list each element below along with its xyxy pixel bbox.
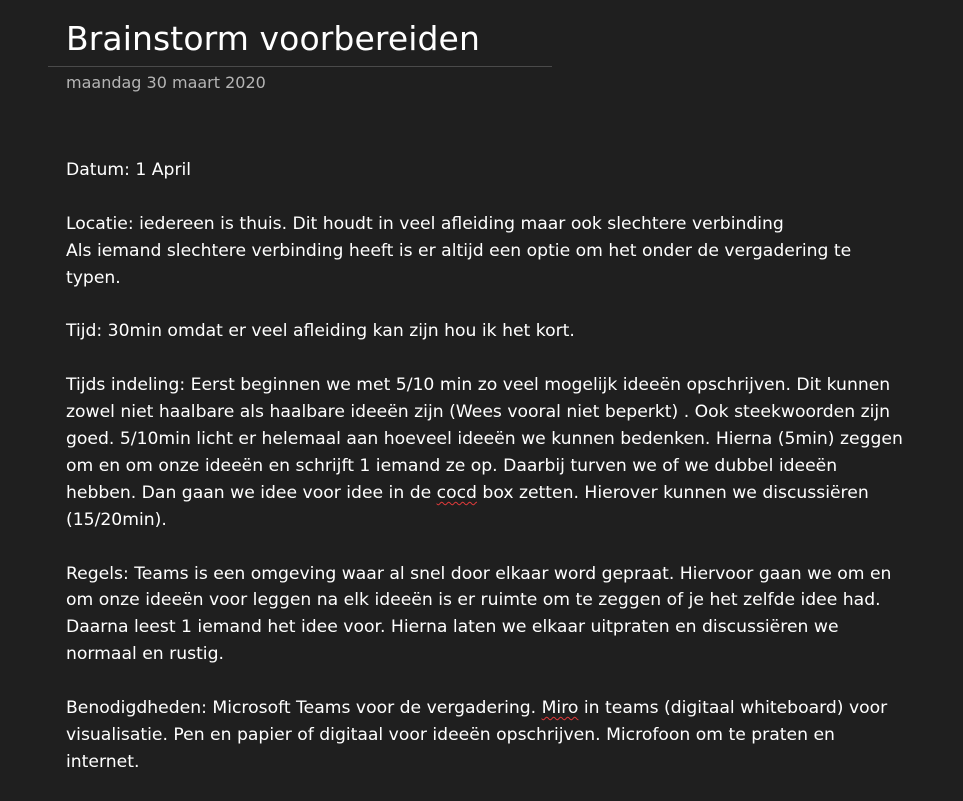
text-line bbox=[66, 480, 946, 507]
text-line: om onze ideeën voor leggen na elk ideeën is er ruimte om te zeggen of je het zelfde idee had. bbox=[66, 590, 881, 611]
text-line: zowel niet haalbare als haalbare ideeën zijn (Wees vooral niet beperkt) . Ook steekwoorden zijn bbox=[66, 402, 891, 423]
text-line: normaal en rustig. bbox=[66, 644, 224, 665]
spellcheck-word[interactable]: Miro bbox=[541, 698, 579, 719]
paragraph-locatie[interactable] bbox=[66, 211, 946, 292]
text-line: typen. bbox=[66, 267, 121, 288]
text-line bbox=[66, 695, 946, 722]
paragraph-benodigdheden[interactable] bbox=[66, 695, 946, 776]
text-line: internet. bbox=[66, 751, 140, 772]
spellcheck-word[interactable]: cocd bbox=[436, 482, 477, 503]
page-date: maandag 30 maart 2020 bbox=[66, 73, 266, 92]
text-line: om en om onze ideeën en schrijft 1 iemand ze op. Daarbij turven we of we dubbel ideeën bbox=[66, 455, 838, 476]
text-segment: box zetten. Hierover kunnen we discussiëren bbox=[476, 482, 869, 503]
text-line: Locatie: iedereen is thuis. Dit houdt in veel afleiding maar ook slechtere verbinding bbox=[66, 213, 784, 234]
text-line: visualisatie. Pen en papier of digitaal voor ideeën opschrijven. Microfoon om te praten en bbox=[66, 724, 835, 745]
paragraph-datum[interactable] bbox=[66, 157, 946, 184]
text-line: Daarna leest 1 iemand het idee voor. Hierna laten we elkaar uitpraten en discussiëren we bbox=[66, 617, 839, 638]
text-line: goed. 5/10min licht er helemaal aan hoeveel ideeën we kunnen bedenken. Hierna (5min) zeggen bbox=[66, 429, 903, 450]
text-line: Tijds indeling: Eerst beginnen we met 5/10 min zo veel mogelijk ideeën opschrijven. Dit kunnen bbox=[66, 375, 891, 396]
text-line: Als iemand slechtere verbinding heeft is er altijd een optie om het onder de vergadering te bbox=[66, 240, 852, 261]
note-body[interactable] bbox=[66, 157, 946, 801]
text-line: Tijd: 30min omdat er veel afleiding kan zijn hou ik het kort. bbox=[66, 321, 575, 342]
text-line: (15/20min). bbox=[66, 509, 167, 530]
text-segment: Benodigdheden: Microsoft Teams voor de vergadering. bbox=[66, 698, 542, 719]
paragraph-tijd[interactable] bbox=[66, 318, 946, 345]
paragraph-regels[interactable] bbox=[66, 561, 946, 669]
title-divider bbox=[48, 66, 552, 67]
text-segment: hebben. Dan gaan we idee voor idee in de bbox=[66, 482, 437, 503]
text-line: Regels: Teams is een omgeving waar al snel door elkaar word gepraat. Hiervoor gaan we om en bbox=[66, 563, 892, 584]
paragraph-tijds-indeling[interactable] bbox=[66, 372, 946, 533]
text-line: Datum: 1 April bbox=[66, 160, 192, 180]
text-segment: in teams (digitaal whiteboard) voor bbox=[578, 698, 888, 719]
page-title[interactable]: Brainstorm voorbereiden bbox=[66, 19, 480, 58]
